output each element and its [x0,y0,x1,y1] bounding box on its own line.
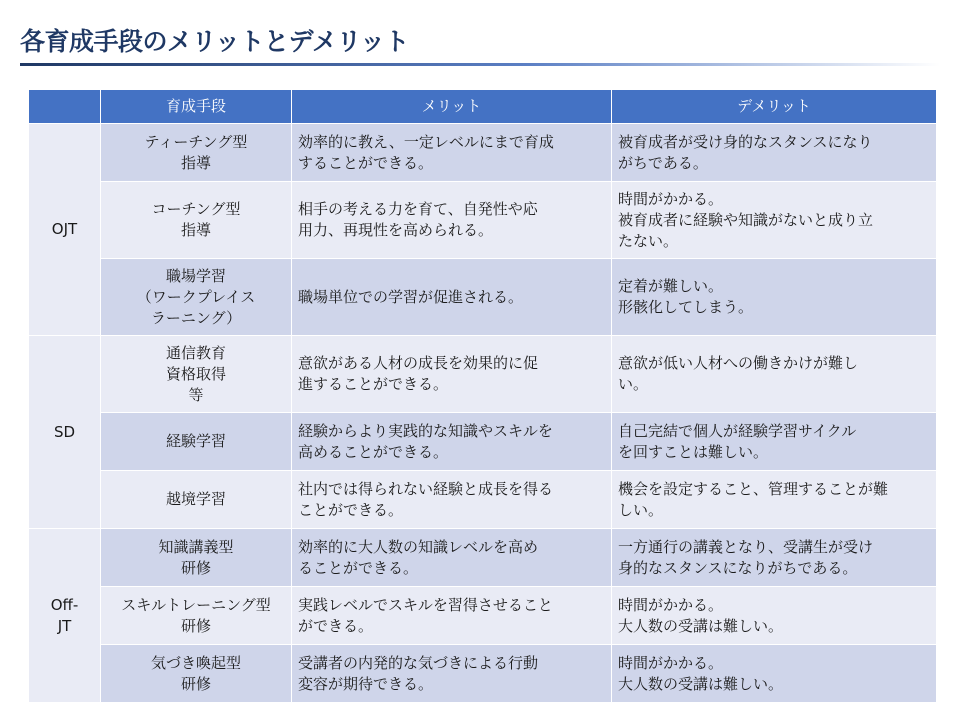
merit-cell: 意欲がある人材の成長を効果的に促 進することができる。 [292,336,612,413]
demerit-cell: 意欲が低い人材への働きかけが難し い。 [612,336,937,413]
merit-cell: 相手の考える力を育て、自発性や応 用力、再現性を高められる。 [292,182,612,259]
group-label-sd: SD [29,336,101,529]
merit-cell: 実践レベルでスキルを習得させること ができる。 [292,587,612,645]
method-cell: スキルトレーニング型 研修 [101,587,292,645]
merit-cell: 社内では得られない経験と成長を得る ことができる。 [292,471,612,529]
merit-cell: 職場単位での学習が促進される。 [292,259,612,336]
header-demerit: デメリット [612,90,937,124]
demerit-cell: 機会を設定すること、管理することが難 しい。 [612,471,937,529]
method-cell: コーチング型 指導 [101,182,292,259]
table-row [29,336,937,413]
header-group [29,90,101,124]
method-cell: 知識講義型 研修 [101,529,292,587]
page-title: 各育成手段のメリットとデメリット [20,27,410,56]
merit-cell: 効率的に大人数の知識レベルを高め ることができる。 [292,529,612,587]
table-row [29,471,937,529]
method-cell: 職場学習 （ワークプレイス ラーニング） [101,259,292,336]
merit-cell: 効率的に教え、一定レベルにまで育成 することができる。 [292,124,612,182]
table-row [29,645,937,703]
comparison-table [28,89,937,703]
demerit-cell: 時間がかかる。 被育成者に経験や知識がないと成り立 たない。 [612,182,937,259]
method-cell: 通信教育 資格取得 等 [101,336,292,413]
title-underline [20,63,940,66]
table-row [29,259,937,336]
group-label-ojt: OJT [29,124,101,336]
group-label-off-jt: Off- JT [29,529,101,703]
demerit-cell: 定着が難しい。 形骸化してしまう。 [612,259,937,336]
demerit-cell: 自己完結で個人が経験学習サイクル を回すことは難しい。 [612,413,937,471]
demerit-cell: 被育成者が受け身的なスタンスになり がちである。 [612,124,937,182]
table-row [29,529,937,587]
merit-cell: 受講者の内発的な気づきによる行動 変容が期待できる。 [292,645,612,703]
header-method: 育成手段 [101,90,292,124]
method-cell: 気づき喚起型 研修 [101,645,292,703]
method-cell: 越境学習 [101,471,292,529]
table-row [29,182,937,259]
method-cell: ティーチング型 指導 [101,124,292,182]
header-merit: メリット [292,90,612,124]
demerit-cell: 時間がかかる。 大人数の受講は難しい。 [612,645,937,703]
table-header-row [29,90,937,124]
demerit-cell: 一方通行の講義となり、受講生が受け 身的なスタンスになりがちである。 [612,529,937,587]
table-row [29,124,937,182]
table-row [29,587,937,645]
table-row [29,413,937,471]
demerit-cell: 時間がかかる。 大人数の受講は難しい。 [612,587,937,645]
method-cell: 経験学習 [101,413,292,471]
merit-cell: 経験からより実践的な知識やスキルを 高めることができる。 [292,413,612,471]
